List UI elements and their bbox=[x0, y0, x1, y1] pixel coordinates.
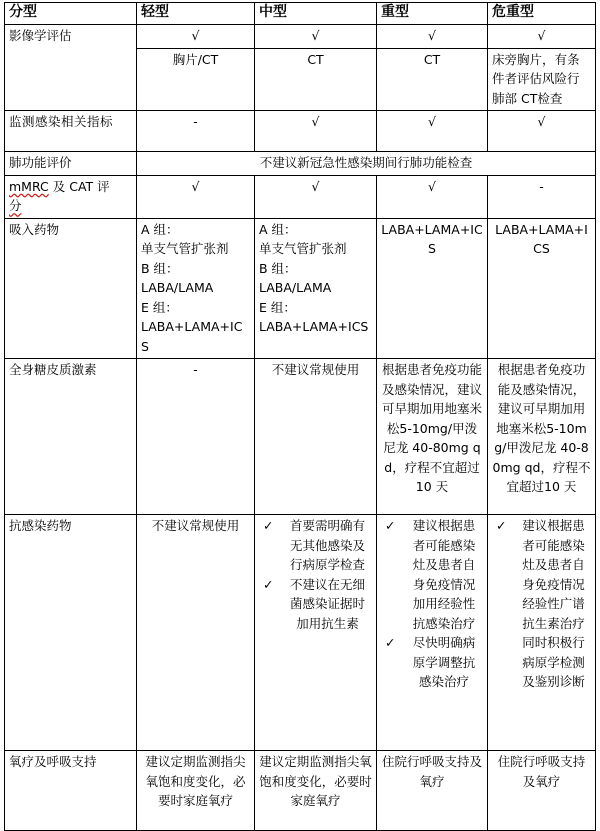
label-steroid: 全身糖皮质激素 bbox=[5, 359, 137, 515]
antiinfective-moderate bbox=[255, 515, 377, 751]
inhaled-mild-line: LABA+LAMA+ICS bbox=[141, 319, 243, 354]
antiinfective-mild: 不建议常规使用 bbox=[137, 515, 255, 751]
label-imaging: 影像学评估 bbox=[5, 25, 137, 111]
antiinfective-severe-list bbox=[381, 516, 483, 692]
inhaled-moderate-line: 单支气管扩张剂 bbox=[259, 241, 347, 256]
header-row bbox=[5, 3, 596, 25]
oxygen-moderate: 建议定期监测指尖氧饱和度变化，必要时家庭氧疗 bbox=[255, 751, 377, 831]
imaging-check-moderate: √ bbox=[255, 25, 377, 49]
label-inhaled: 吸入药物 bbox=[5, 218, 137, 359]
inhaled-mild-line: E 组： bbox=[141, 299, 178, 315]
imaging-check-severe: √ bbox=[377, 25, 488, 49]
list-item bbox=[492, 516, 591, 692]
label-mmrc bbox=[5, 175, 137, 218]
inhaled-mild-line: LABA/LAMA bbox=[141, 280, 214, 295]
infection-mild: - bbox=[137, 111, 255, 152]
treatment-table bbox=[4, 2, 596, 831]
inhaled-mild bbox=[137, 218, 255, 359]
mmrc-critical: - bbox=[488, 175, 596, 218]
label-infection: 监测感染相关指标 bbox=[5, 111, 137, 152]
inhaled-moderate-line: B 组： bbox=[259, 260, 297, 276]
header-critical: 危重型 bbox=[488, 3, 596, 25]
header-mild: 轻型 bbox=[137, 3, 255, 25]
inhaled-moderate-line: LABA+LAMA+ICS bbox=[259, 319, 369, 334]
list-item-text: 建议根据患者可能感染灶及患者自身免疫情况加用经验性抗感染治疗 bbox=[412, 518, 476, 631]
label-lung-function: 肺功能评价 bbox=[5, 152, 137, 176]
imaging-check-mild: √ bbox=[137, 25, 255, 49]
mmrc-severe: √ bbox=[377, 175, 488, 218]
list-item bbox=[381, 633, 483, 692]
inhaled-mild-line: 单支气管扩张剂 bbox=[141, 241, 229, 256]
imaging-note-critical: 床旁胸片，有条件者评估风险行肺部 CT检查 bbox=[488, 48, 596, 111]
check-icon: ✓ bbox=[385, 518, 396, 533]
row-mmrc bbox=[5, 175, 596, 218]
header-severe: 重型 bbox=[377, 3, 488, 25]
label-antiinfective: 抗感染药物 bbox=[5, 515, 137, 751]
inhaled-moderate bbox=[255, 218, 377, 359]
oxygen-mild: 建议定期监测指尖氧饱和度变化，必要时家庭氧疗 bbox=[137, 751, 255, 831]
row-lung-function bbox=[5, 152, 596, 176]
oxygen-critical: 住院行呼吸支持及氧疗 bbox=[488, 751, 596, 831]
label-mmrc-mid: 及 CAT 评 bbox=[48, 178, 110, 194]
header-moderate: 中型 bbox=[255, 3, 377, 25]
antiinfective-severe bbox=[377, 515, 488, 751]
inhaled-mild-line: B 组： bbox=[141, 260, 179, 276]
inhaled-moderate-line: E 组： bbox=[259, 299, 296, 315]
list-item-text: 建议根据患者可能感染灶及患者自身免疫情况经验性广谱抗生素治疗同时积极行病原学检测及鉴别诊断 bbox=[522, 518, 585, 689]
antiinfective-critical-list bbox=[492, 516, 591, 692]
check-icon: ✓ bbox=[496, 518, 507, 533]
steroid-severe: 根据患者免疫功能及感染情况，建议可早期加用地塞米松5-10mg/甲泼尼龙 40-80mg qd，疗程不宜超过10 天 bbox=[377, 359, 488, 515]
mmrc-moderate: √ bbox=[255, 175, 377, 218]
steroid-moderate: 不建议常规使用 bbox=[255, 359, 377, 515]
imaging-check-critical: √ bbox=[488, 25, 596, 49]
inhaled-severe: LABA+LAMA+ICS bbox=[377, 218, 488, 359]
list-item-text: 尽快明确病原学调整抗感染治疗 bbox=[412, 635, 476, 689]
imaging-note-mild: 胸片/CT bbox=[137, 48, 255, 111]
row-steroid bbox=[5, 359, 596, 515]
check-icon: ✓ bbox=[263, 576, 274, 592]
infection-critical: √ bbox=[488, 111, 596, 152]
row-oxygen bbox=[5, 751, 596, 831]
antiinfective-critical bbox=[488, 515, 596, 751]
infection-severe: √ bbox=[377, 111, 488, 152]
imaging-note-severe: CT bbox=[377, 48, 488, 111]
label-mmrc-prefix: mMRC bbox=[9, 178, 49, 194]
label-mmrc-suffix: 分 bbox=[9, 198, 22, 213]
inhaled-moderate-line: LABA/LAMA bbox=[259, 280, 332, 295]
list-item-text: 首要需明确有无其他感染及行病原学检查 bbox=[289, 518, 365, 572]
row-inhaled bbox=[5, 218, 596, 359]
row-imaging-check bbox=[5, 25, 596, 49]
list-item-text: 不建议在无细菌感染证据时加用抗生素 bbox=[289, 576, 365, 631]
steroid-mild: - bbox=[137, 359, 255, 515]
list-item bbox=[381, 516, 483, 633]
inhaled-mild-line: A 组： bbox=[141, 221, 179, 237]
list-item bbox=[259, 516, 372, 575]
oxygen-severe: 住院行呼吸支持及氧疗 bbox=[377, 751, 488, 831]
lung-function-note: 不建议新冠急性感染期间行肺功能检查 bbox=[137, 152, 596, 176]
imaging-note-moderate: CT bbox=[255, 48, 377, 111]
check-icon: ✓ bbox=[385, 635, 396, 650]
antiinfective-moderate-list bbox=[259, 516, 372, 633]
steroid-critical: 根据患者免疫功能及感染情况，建议可早期加用地塞米松5-10mg/甲泼尼龙 40-80mg qd，疗程不宜超过10 天 bbox=[488, 359, 596, 515]
list-item bbox=[259, 575, 372, 634]
check-icon: ✓ bbox=[263, 518, 274, 533]
row-infection bbox=[5, 111, 596, 152]
infection-moderate: √ bbox=[255, 111, 377, 152]
row-antiinfective bbox=[5, 515, 596, 751]
inhaled-critical: LABA+LAMA+ICS bbox=[488, 218, 596, 359]
label-oxygen: 氧疗及呼吸支持 bbox=[5, 751, 137, 831]
inhaled-moderate-line: A 组： bbox=[259, 221, 297, 237]
header-type: 分型 bbox=[5, 3, 137, 25]
mmrc-mild: √ bbox=[137, 175, 255, 218]
